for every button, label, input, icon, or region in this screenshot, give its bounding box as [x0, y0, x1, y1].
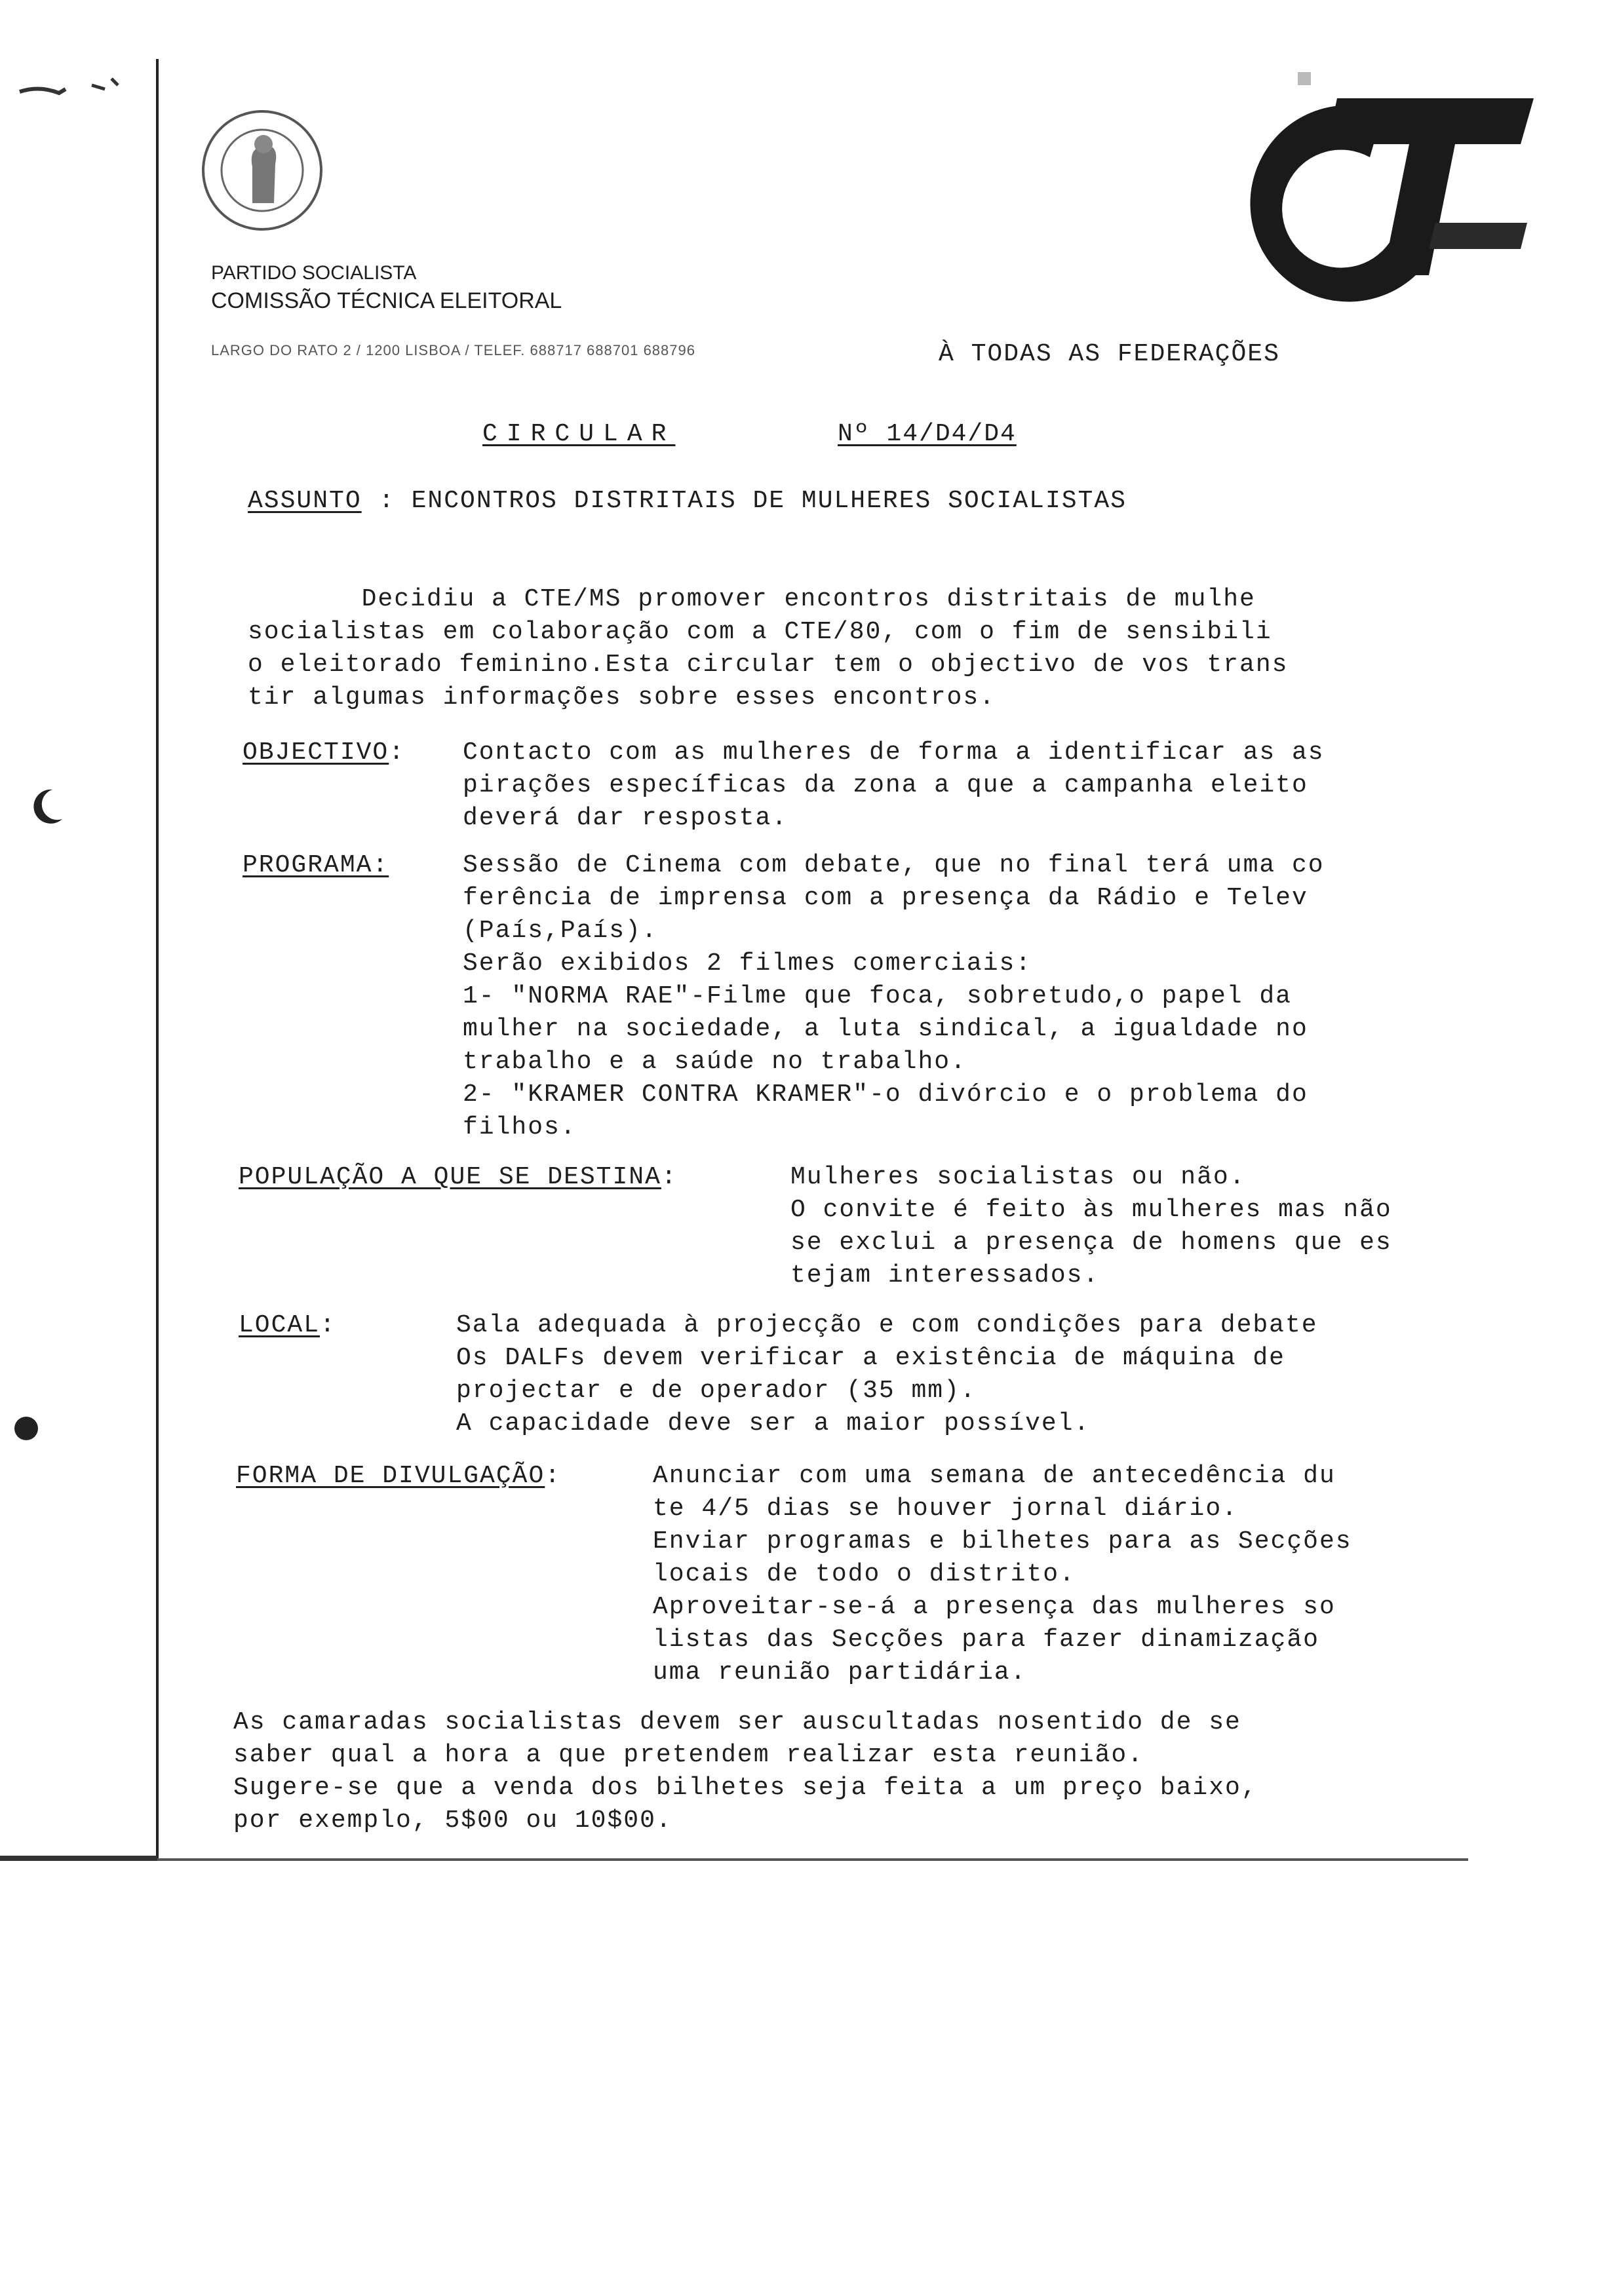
- punch-hole-crescent-icon-2: [7, 1409, 85, 1448]
- intro-paragraph: [248, 583, 1288, 714]
- circular-title: CIRCULAR: [482, 420, 676, 448]
- populacao-label: POPULAÇÃO A QUE SE DESTINA:: [239, 1163, 678, 1191]
- text-line: pirações específicas da zona a que a campanha eleito: [463, 771, 1308, 799]
- objectivo-text: [463, 737, 1325, 835]
- text-line: tir algumas informações sobre esses encontros.: [248, 683, 996, 712]
- scan-mark-icon: [13, 66, 131, 105]
- text-line: mulher na sociedade, a luta sindical, a igualdade no: [463, 1015, 1308, 1043]
- text-line: projectar e de operador (35 mm).: [456, 1377, 977, 1405]
- objectivo-label: OBJECTIVO:: [243, 738, 406, 767]
- text-line: Decidiu a CTE/MS promover encontros distritais de mulhe: [248, 585, 1256, 613]
- text-line: deverá dar resposta.: [463, 804, 788, 832]
- programa-text: [463, 849, 1325, 1144]
- text-line: Contacto com as mulheres de forma a identificar as as: [463, 738, 1325, 767]
- text-line: 1- "NORMA RAE"-Filme que foca, sobretudo,o papel da: [463, 982, 1292, 1010]
- text-line: Sessão de Cinema com debate, que no final terá uma co: [463, 851, 1325, 879]
- cte-logo-icon: [1219, 59, 1560, 321]
- text-line: Sala adequada à projecção e com condições para debate: [456, 1311, 1318, 1339]
- text-line: uma reunião partidária.: [653, 1658, 1027, 1687]
- recipient-line: À TODAS AS FEDERAÇÕES: [939, 340, 1280, 368]
- text-line: ferência de imprensa com a presença da Rádio e Telev: [463, 884, 1308, 912]
- text-line: Os DALFs devem verificar a existência de máquina de: [456, 1344, 1285, 1372]
- text-line: filhos.: [463, 1113, 577, 1141]
- text-line: saber qual a hora a que pretendem realizar esta reunião.: [233, 1741, 1144, 1769]
- text-line: tejam interessados.: [790, 1261, 1100, 1290]
- circular-number: Nº 14/D4/D4: [838, 420, 1017, 448]
- populacao-text: [790, 1161, 1392, 1292]
- text-line: 2- "KRAMER CONTRA KRAMER"-o divórcio e o problema do: [463, 1081, 1308, 1109]
- text-line: trabalho e a saúde no trabalho.: [463, 1048, 967, 1076]
- subject-label: ASSUNTO: [248, 487, 362, 515]
- org-name: PARTIDO SOCIALISTA: [211, 262, 417, 284]
- text-line: (País,País).: [463, 917, 658, 945]
- text-line: socialistas em colaboração com a CTE/80, com o fim de sensibili: [248, 618, 1272, 646]
- text-line: por exemplo, 5$00 ou 10$00.: [233, 1807, 672, 1835]
- text-line: Anunciar com uma semana de antecedência du: [653, 1462, 1336, 1490]
- punch-hole-crescent-icon: [26, 786, 66, 826]
- text-line: A capacidade deve ser a maior possível.: [456, 1409, 1091, 1438]
- programa-label: PROGRAMA:: [243, 851, 389, 879]
- bottom-rule: [0, 1858, 1468, 1861]
- party-seal-icon: [197, 105, 328, 236]
- text-line: Aproveitar-se-á a presença das mulheres so: [653, 1593, 1336, 1621]
- text-line: locais de todo o distrito.: [653, 1560, 1076, 1588]
- text-line: te 4/5 dias se houver jornal diário.: [653, 1495, 1238, 1523]
- text-line: Sugere-se que a venda dos bilhetes seja feita a um preço baixo,: [233, 1774, 1258, 1802]
- text-line: As camaradas socialistas devem ser auscultadas nosentido de se: [233, 1708, 1241, 1736]
- left-margin-line: [156, 59, 159, 1861]
- text-line: o eleitorado feminino.Esta circular tem o objectivo de vos trans: [248, 651, 1289, 679]
- local-text: [456, 1309, 1318, 1440]
- text-line: Enviar programas e bilhetes para as Secções: [653, 1527, 1352, 1556]
- text-line: Mulheres socialistas ou não.: [790, 1163, 1246, 1191]
- closing-paragraph: [233, 1706, 1258, 1837]
- org-department: COMISSÃO TÉCNICA ELEITORAL: [211, 288, 562, 313]
- subject-text: : ENCONTROS DISTRITAIS DE MULHERES SOCIALISTAS: [379, 487, 1127, 515]
- divulgacao-label: FORMA DE DIVULGAÇÃO:: [236, 1462, 562, 1490]
- text-line: se exclui a presença de homens que es: [790, 1229, 1392, 1257]
- text-line: Serão exibidos 2 filmes comerciais:: [463, 949, 1032, 978]
- divulgacao-text: [653, 1460, 1352, 1689]
- org-address: LARGO DO RATO 2 / 1200 LISBOA / TELEF. 688717 688701 688796: [211, 342, 695, 358]
- bottom-rule-scan-mark: [0, 1856, 157, 1861]
- text-line: listas das Secções para fazer dinamização: [653, 1626, 1319, 1654]
- local-label: LOCAL:: [239, 1311, 336, 1339]
- text-line: O convite é feito às mulheres mas não: [790, 1196, 1392, 1224]
